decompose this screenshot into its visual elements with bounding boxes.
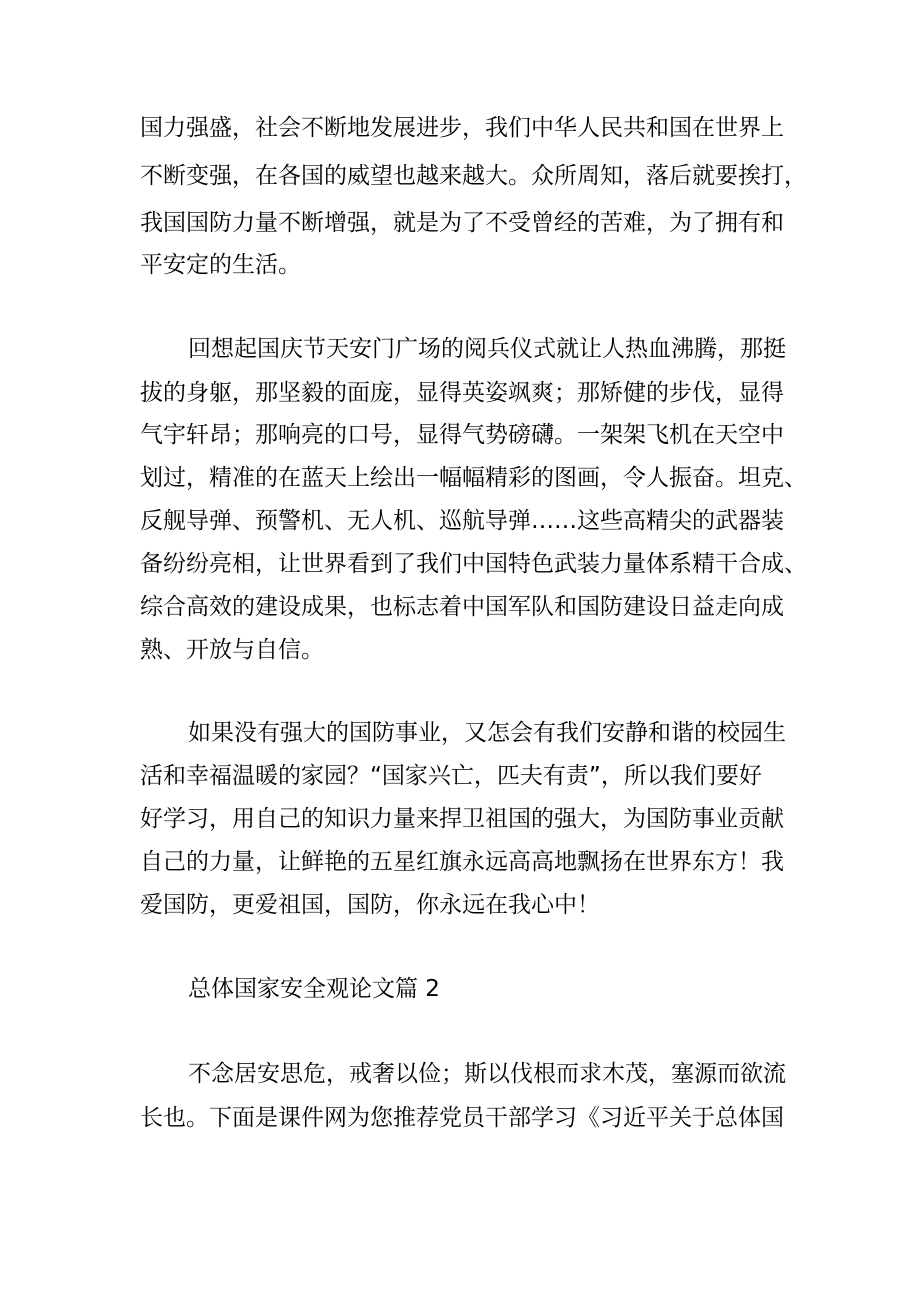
- paragraph-2-line-6: 备纷纷亮相，让世界看到了我们中国特色武装力量体系精干合成、: [140, 551, 807, 577]
- paragraph-2-line-3: 气宇轩昂；那响亮的口号，显得气势磅礴。一架架飞机在天空中: [140, 422, 784, 448]
- paragraph-2-line-4: 划过，精准的在蓝天上绘出一幅幅精彩的图画，令人振奋。坦克、: [140, 465, 807, 491]
- paragraph-3-line-5: 爱国防，更爱祖国，国防，你永远在我心中！: [140, 892, 600, 918]
- paragraph-2-line-2: 拔的身躯，那坚毅的面庞，显得英姿飒爽；那矫健的步伐，显得: [140, 380, 784, 406]
- paragraph-3-line-1: 如果没有强大的国防事业，又怎会有我们安静和谐的校园生: [188, 720, 786, 746]
- paragraph-3-line-3: 好学习，用自己的知识力量来捍卫祖国的强大，为国防事业贡献: [140, 806, 784, 832]
- section-heading: 总体国家安全观论文篇 2: [188, 976, 440, 1002]
- paragraph-1-line-4: 平安定的生活。: [140, 252, 301, 278]
- paragraph-2-line-7: 综合高效的建设成果，也标志着中国军队和国防建设日益走向成: [140, 594, 784, 620]
- paragraph-3-line-4: 自己的力量，让鲜艳的五星红旗永远高高地飘扬在世界东方！我: [140, 849, 784, 875]
- paragraph-1-line-1: 国力强盛，社会不断地发展进步，我们中华人民共和国在世界上: [140, 115, 784, 141]
- paragraph-2-line-8: 熟、开放与自信。: [140, 637, 324, 663]
- paragraph-1-line-3: 我国国防力量不断增强，就是为了不受曾经的苦难，为了拥有和: [140, 210, 784, 236]
- paragraph-4-line-2: 长也。下面是课件网为您推荐党员干部学习《习近平关于总体国: [140, 1105, 784, 1131]
- paragraph-3-line-2: 活和幸福温暖的家园？“国家兴亡，匹夫有责”，所以我们要好: [140, 763, 762, 789]
- paragraph-1-line-2: 不断变强，在各国的威望也越来越大。众所周知，落后就要挨打，: [140, 163, 807, 189]
- paragraph-2-line-1: 回想起国庆节天安门广场的阅兵仪式就让人热血沸腾，那挺: [188, 336, 786, 362]
- paragraph-4-line-1: 不念居安思危，戒奢以俭；斯以伐根而求木茂，塞源而欲流: [188, 1061, 786, 1087]
- paragraph-2-line-5: 反舰导弹、预警机、无人机、巡航导弹……这些高精尖的武器装: [140, 508, 784, 534]
